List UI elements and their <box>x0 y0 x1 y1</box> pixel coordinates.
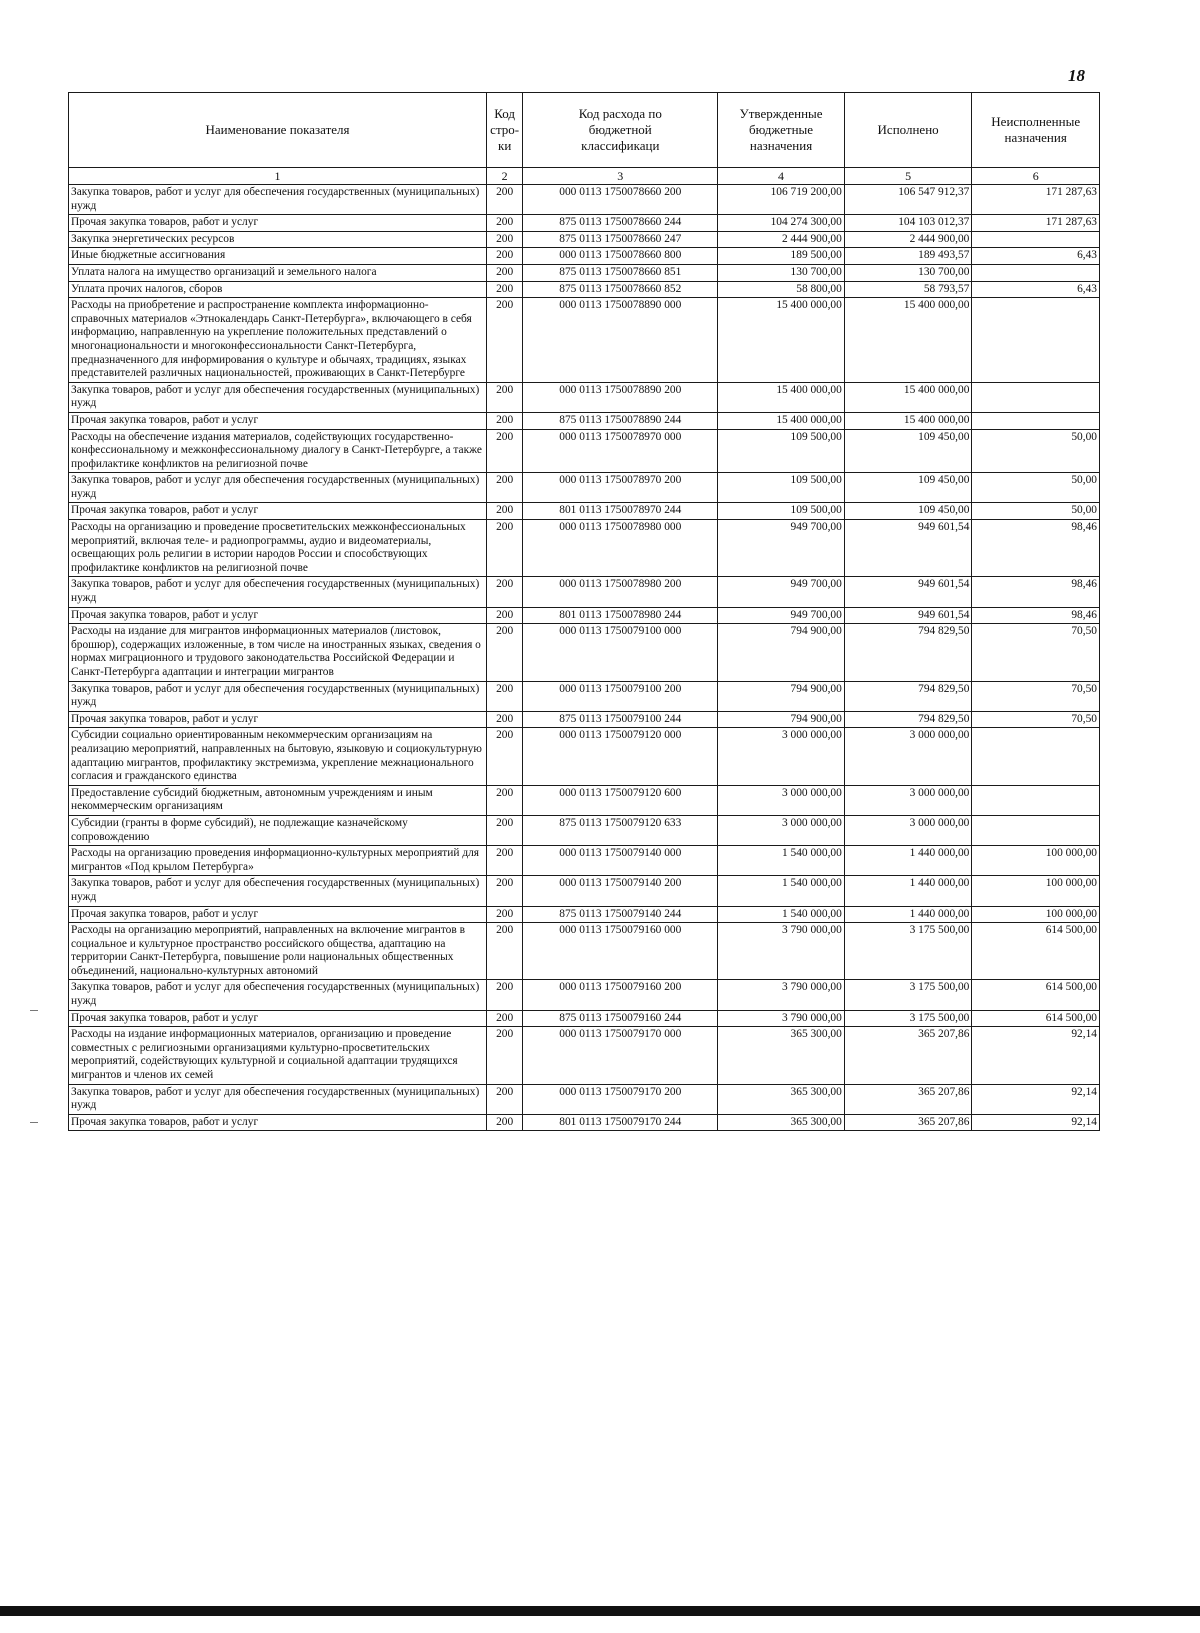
row-classification-code: 000 0113 1750078970 200 <box>523 473 718 503</box>
row-unexecuted: 614 500,00 <box>972 1010 1100 1027</box>
row-classification-code: 000 0113 1750078980 000 <box>523 520 718 577</box>
row-approved: 365 300,00 <box>718 1027 845 1084</box>
row-unexecuted <box>972 412 1100 429</box>
table-row <box>69 923 1100 980</box>
row-name: Закупка товаров, работ и услуг для обеспечения государственных (муниципальных) нужд <box>69 876 487 906</box>
row-unexecuted: 70,50 <box>972 681 1100 711</box>
row-line-code: 200 <box>487 1084 523 1114</box>
header-name: Наименование показателя <box>69 93 487 168</box>
column-number: 3 <box>523 168 718 185</box>
row-classification-code: 875 0113 1750078660 247 <box>523 231 718 248</box>
row-classification-code: 875 0113 1750079120 633 <box>523 815 718 845</box>
table-row <box>69 577 1100 607</box>
table-row <box>69 382 1100 412</box>
table-row <box>69 846 1100 876</box>
row-unexecuted: 6,43 <box>972 248 1100 265</box>
column-number-row <box>69 168 1100 185</box>
row-line-code: 200 <box>487 215 523 232</box>
row-line-code: 200 <box>487 231 523 248</box>
table-row <box>69 980 1100 1010</box>
row-approved: 949 700,00 <box>718 577 845 607</box>
row-classification-code: 875 0113 1750079160 244 <box>523 1010 718 1027</box>
header-unexecuted: Неисполненные назначения <box>972 93 1100 168</box>
row-name: Прочая закупка товаров, работ и услуг <box>69 906 487 923</box>
row-executed: 949 601,54 <box>844 607 972 624</box>
row-classification-code: 801 0113 1750079170 244 <box>523 1114 718 1131</box>
table-row <box>69 429 1100 473</box>
table-row <box>69 1084 1100 1114</box>
row-name: Уплата налога на имущество организаций и земельного налога <box>69 264 487 281</box>
header-classification-code: Код расхода по бюджетной классификаци <box>523 93 718 168</box>
row-line-code: 200 <box>487 298 523 383</box>
row-line-code: 200 <box>487 281 523 298</box>
row-unexecuted: 171 287,63 <box>972 185 1100 215</box>
row-executed: 365 207,86 <box>844 1027 972 1084</box>
row-name: Предоставление субсидий бюджетным, автономным учреждениям и иным некоммерческим организациям <box>69 785 487 815</box>
row-unexecuted: 171 287,63 <box>972 215 1100 232</box>
row-unexecuted: 614 500,00 <box>972 923 1100 980</box>
table-row <box>69 681 1100 711</box>
row-classification-code: 000 0113 1750078890 000 <box>523 298 718 383</box>
row-name: Расходы на организацию и проведение просветительских межконфессиональных мероприятий, включая теле- и радиопрограммы, аудио и видеоматериалы, освещающих роль религии в истории народов России и способствующих профилактике конфликтов на религиозной почве <box>69 520 487 577</box>
row-approved: 3 790 000,00 <box>718 1010 845 1027</box>
row-executed: 1 440 000,00 <box>844 906 972 923</box>
row-line-code: 200 <box>487 382 523 412</box>
row-unexecuted <box>972 298 1100 383</box>
table-row <box>69 215 1100 232</box>
row-executed: 794 829,50 <box>844 624 972 681</box>
row-line-code: 200 <box>487 473 523 503</box>
column-number: 2 <box>487 168 523 185</box>
row-approved: 1 540 000,00 <box>718 906 845 923</box>
row-line-code: 200 <box>487 876 523 906</box>
row-unexecuted: 50,00 <box>972 503 1100 520</box>
table-row <box>69 785 1100 815</box>
row-line-code: 200 <box>487 607 523 624</box>
table-row <box>69 264 1100 281</box>
row-line-code: 200 <box>487 1010 523 1027</box>
row-classification-code: 000 0113 1750079170 000 <box>523 1027 718 1084</box>
row-unexecuted: 50,00 <box>972 473 1100 503</box>
row-name: Прочая закупка товаров, работ и услуг <box>69 1010 487 1027</box>
row-approved: 109 500,00 <box>718 473 845 503</box>
table-row <box>69 503 1100 520</box>
row-classification-code: 000 0113 1750078660 800 <box>523 248 718 265</box>
row-executed: 106 547 912,37 <box>844 185 972 215</box>
row-approved: 130 700,00 <box>718 264 845 281</box>
row-line-code: 200 <box>487 1027 523 1084</box>
row-unexecuted: 92,14 <box>972 1084 1100 1114</box>
row-executed: 189 493,57 <box>844 248 972 265</box>
row-classification-code: 000 0113 1750078980 200 <box>523 577 718 607</box>
row-unexecuted: 100 000,00 <box>972 906 1100 923</box>
row-classification-code: 000 0113 1750078970 000 <box>523 429 718 473</box>
row-executed: 3 175 500,00 <box>844 923 972 980</box>
row-name: Расходы на приобретение и распространение комплекта информационно-справочных материалов «Этнокалендарь Санкт-Петербурга», включающего в себя информацию, направленную на укрепление положительных представлений о многонациональности и многоконфессиональности Санкт-Петербурга, предназначенного для информирования о культуре и обычаях, традициях, языках представителей различных национальностей, проживающих в Санкт-Петербурге <box>69 298 487 383</box>
table-row <box>69 1010 1100 1027</box>
row-approved: 58 800,00 <box>718 281 845 298</box>
row-name: Субсидии (гранты в форме субсидий), не подлежащие казначейскому сопровождению <box>69 815 487 845</box>
table-row <box>69 231 1100 248</box>
row-executed: 109 450,00 <box>844 429 972 473</box>
row-classification-code: 000 0113 1750079100 200 <box>523 681 718 711</box>
table-row <box>69 815 1100 845</box>
table-row <box>69 298 1100 383</box>
row-classification-code: 000 0113 1750079160 000 <box>523 923 718 980</box>
row-classification-code: 875 0113 1750079100 244 <box>523 711 718 728</box>
row-approved: 794 900,00 <box>718 624 845 681</box>
row-unexecuted: 92,14 <box>972 1027 1100 1084</box>
row-line-code: 200 <box>487 785 523 815</box>
row-unexecuted <box>972 264 1100 281</box>
row-executed: 109 450,00 <box>844 503 972 520</box>
row-approved: 1 540 000,00 <box>718 876 845 906</box>
row-line-code: 200 <box>487 815 523 845</box>
row-line-code: 200 <box>487 503 523 520</box>
row-executed: 365 207,86 <box>844 1084 972 1114</box>
page-number: 18 <box>1068 66 1085 85</box>
row-name: Закупка товаров, работ и услуг для обеспечения государственных (муниципальных) нужд <box>69 577 487 607</box>
row-executed: 1 440 000,00 <box>844 846 972 876</box>
row-classification-code: 875 0113 1750078890 244 <box>523 412 718 429</box>
column-number: 1 <box>69 168 487 185</box>
table-row <box>69 473 1100 503</box>
row-line-code: 200 <box>487 1114 523 1131</box>
row-approved: 2 444 900,00 <box>718 231 845 248</box>
row-approved: 949 700,00 <box>718 520 845 577</box>
row-unexecuted: 614 500,00 <box>972 980 1100 1010</box>
row-line-code: 200 <box>487 711 523 728</box>
row-name: Прочая закупка товаров, работ и услуг <box>69 711 487 728</box>
header-approved: Утвержденные бюджетные назначения <box>718 93 845 168</box>
row-classification-code: 000 0113 1750079140 000 <box>523 846 718 876</box>
table-row <box>69 185 1100 215</box>
row-name: Расходы на издание для мигрантов информационных материалов (листовок, брошюр), содержащих изложенные, в том числе на иностранных языках, сведения о нормах миграционного и трудового законодательства Российской Федерации и Санкт-Петербурга адаптации и интеграции мигрантов <box>69 624 487 681</box>
row-name: Субсидии социально ориентированным некоммерческим организациям на реализацию мероприятий, направленных на бытовую, языковую и социокультурную адаптацию мигрантов, профилактику экстремизма, укрепление межнационального согласия и гражданского единства <box>69 728 487 785</box>
row-executed: 794 829,50 <box>844 711 972 728</box>
row-name: Прочая закупка товаров, работ и услуг <box>69 1114 487 1131</box>
row-line-code: 200 <box>487 185 523 215</box>
row-executed: 3 000 000,00 <box>844 815 972 845</box>
table-row <box>69 412 1100 429</box>
table-row <box>69 1027 1100 1084</box>
table-row <box>69 248 1100 265</box>
row-unexecuted <box>972 382 1100 412</box>
table-row <box>69 281 1100 298</box>
row-name: Закупка товаров, работ и услуг для обеспечения государственных (муниципальных) нужд <box>69 980 487 1010</box>
row-line-code: 200 <box>487 681 523 711</box>
row-unexecuted: 100 000,00 <box>972 876 1100 906</box>
row-unexecuted: 98,46 <box>972 607 1100 624</box>
row-line-code: 200 <box>487 906 523 923</box>
table-header-row <box>69 93 1100 168</box>
table-body <box>69 185 1100 1131</box>
row-unexecuted: 92,14 <box>972 1114 1100 1131</box>
row-line-code: 200 <box>487 923 523 980</box>
row-name: Закупка энергетических ресурсов <box>69 231 487 248</box>
row-line-code: 200 <box>487 624 523 681</box>
row-unexecuted: 98,46 <box>972 577 1100 607</box>
row-name: Иные бюджетные ассигнования <box>69 248 487 265</box>
table-row <box>69 728 1100 785</box>
row-classification-code: 000 0113 1750079100 000 <box>523 624 718 681</box>
row-executed: 949 601,54 <box>844 520 972 577</box>
row-unexecuted <box>972 728 1100 785</box>
row-name: Прочая закупка товаров, работ и услуг <box>69 607 487 624</box>
row-classification-code: 000 0113 1750079170 200 <box>523 1084 718 1114</box>
row-name: Прочая закупка товаров, работ и услуг <box>69 503 487 520</box>
row-line-code: 200 <box>487 248 523 265</box>
row-classification-code: 875 0113 1750079140 244 <box>523 906 718 923</box>
row-approved: 104 274 300,00 <box>718 215 845 232</box>
row-line-code: 200 <box>487 520 523 577</box>
row-executed: 949 601,54 <box>844 577 972 607</box>
scan-edge-bar <box>0 1606 1200 1616</box>
row-approved: 3 000 000,00 <box>718 728 845 785</box>
row-executed: 365 207,86 <box>844 1114 972 1131</box>
row-line-code: 200 <box>487 728 523 785</box>
row-classification-code: 875 0113 1750078660 244 <box>523 215 718 232</box>
table-row <box>69 876 1100 906</box>
row-approved: 15 400 000,00 <box>718 412 845 429</box>
row-classification-code: 875 0113 1750078660 852 <box>523 281 718 298</box>
row-approved: 15 400 000,00 <box>718 382 845 412</box>
row-line-code: 200 <box>487 577 523 607</box>
row-line-code: 200 <box>487 412 523 429</box>
row-name: Прочая закупка товаров, работ и услуг <box>69 215 487 232</box>
row-unexecuted: 6,43 <box>972 281 1100 298</box>
row-classification-code: 000 0113 1750079120 000 <box>523 728 718 785</box>
row-approved: 365 300,00 <box>718 1084 845 1114</box>
row-unexecuted <box>972 815 1100 845</box>
row-line-code: 200 <box>487 429 523 473</box>
row-executed: 3 175 500,00 <box>844 980 972 1010</box>
row-line-code: 200 <box>487 264 523 281</box>
row-name: Прочая закупка товаров, работ и услуг <box>69 412 487 429</box>
row-executed: 3 000 000,00 <box>844 728 972 785</box>
row-approved: 3 000 000,00 <box>718 785 845 815</box>
row-classification-code: 000 0113 1750079160 200 <box>523 980 718 1010</box>
row-approved: 794 900,00 <box>718 711 845 728</box>
row-executed: 3 000 000,00 <box>844 785 972 815</box>
row-classification-code: 801 0113 1750078970 244 <box>523 503 718 520</box>
row-name: Закупка товаров, работ и услуг для обеспечения государственных (муниципальных) нужд <box>69 382 487 412</box>
row-unexecuted <box>972 785 1100 815</box>
row-approved: 794 900,00 <box>718 681 845 711</box>
row-approved: 15 400 000,00 <box>718 298 845 383</box>
budget-execution-table <box>68 92 1100 1131</box>
row-name: Закупка товаров, работ и услуг для обеспечения государственных (муниципальных) нужд <box>69 185 487 215</box>
row-name: Уплата прочих налогов, сборов <box>69 281 487 298</box>
row-executed: 15 400 000,00 <box>844 412 972 429</box>
row-line-code: 200 <box>487 846 523 876</box>
row-approved: 3 790 000,00 <box>718 923 845 980</box>
row-executed: 794 829,50 <box>844 681 972 711</box>
row-approved: 3 000 000,00 <box>718 815 845 845</box>
row-unexecuted: 70,50 <box>972 624 1100 681</box>
row-unexecuted: 70,50 <box>972 711 1100 728</box>
row-name: Расходы на организацию мероприятий, направленных на включение мигрантов в социальное и культурное пространство российского общества, адаптацию на территории Санкт-Петербурга, повышение роли национальных общественных объединений, национально-культурных автономий <box>69 923 487 980</box>
row-approved: 109 500,00 <box>718 429 845 473</box>
table-row <box>69 607 1100 624</box>
margin-mark <box>30 1122 38 1123</box>
table-row <box>69 624 1100 681</box>
row-executed: 58 793,57 <box>844 281 972 298</box>
row-executed: 104 103 012,37 <box>844 215 972 232</box>
row-name: Расходы на обеспечение издания материалов, содействующих государственно-конфессиональному и межконфессиональному диалогу в Санкт-Петербурге, а также профилактике конфликтов на религиозной почве <box>69 429 487 473</box>
row-executed: 3 175 500,00 <box>844 1010 972 1027</box>
row-executed: 130 700,00 <box>844 264 972 281</box>
table-row <box>69 711 1100 728</box>
row-approved: 106 719 200,00 <box>718 185 845 215</box>
row-classification-code: 000 0113 1750079140 200 <box>523 876 718 906</box>
row-executed: 1 440 000,00 <box>844 876 972 906</box>
row-unexecuted: 98,46 <box>972 520 1100 577</box>
column-number: 5 <box>844 168 972 185</box>
row-executed: 2 444 900,00 <box>844 231 972 248</box>
table-row <box>69 906 1100 923</box>
row-unexecuted <box>972 231 1100 248</box>
row-name: Расходы на издание информационных материалов, организацию и проведение совместных с религиозными организациями культурно-просветительских мероприятий, содействующих культурной и социальной адаптации трудящихся мигрантов и членов их семей <box>69 1027 487 1084</box>
column-number: 6 <box>972 168 1100 185</box>
row-unexecuted: 100 000,00 <box>972 846 1100 876</box>
row-classification-code: 801 0113 1750078980 244 <box>523 607 718 624</box>
row-name: Закупка товаров, работ и услуг для обеспечения государственных (муниципальных) нужд <box>69 681 487 711</box>
row-executed: 15 400 000,00 <box>844 382 972 412</box>
row-approved: 1 540 000,00 <box>718 846 845 876</box>
row-approved: 365 300,00 <box>718 1114 845 1131</box>
row-name: Расходы на организацию проведения информационно-культурных мероприятий для мигрантов «Под крылом Петербурга» <box>69 846 487 876</box>
row-approved: 3 790 000,00 <box>718 980 845 1010</box>
margin-mark <box>30 1010 38 1011</box>
row-executed: 15 400 000,00 <box>844 298 972 383</box>
table-row <box>69 520 1100 577</box>
header-executed: Исполнено <box>844 93 972 168</box>
column-number: 4 <box>718 168 845 185</box>
row-classification-code: 000 0113 1750079120 600 <box>523 785 718 815</box>
row-approved: 949 700,00 <box>718 607 845 624</box>
table-row <box>69 1114 1100 1131</box>
row-name: Закупка товаров, работ и услуг для обеспечения государственных (муниципальных) нужд <box>69 1084 487 1114</box>
row-executed: 109 450,00 <box>844 473 972 503</box>
row-classification-code: 000 0113 1750078660 200 <box>523 185 718 215</box>
row-unexecuted: 50,00 <box>972 429 1100 473</box>
row-classification-code: 000 0113 1750078890 200 <box>523 382 718 412</box>
row-name: Закупка товаров, работ и услуг для обеспечения государственных (муниципальных) нужд <box>69 473 487 503</box>
row-line-code: 200 <box>487 980 523 1010</box>
row-approved: 109 500,00 <box>718 503 845 520</box>
row-classification-code: 875 0113 1750078660 851 <box>523 264 718 281</box>
header-line-code: Код стро- ки <box>487 93 523 168</box>
row-approved: 189 500,00 <box>718 248 845 265</box>
